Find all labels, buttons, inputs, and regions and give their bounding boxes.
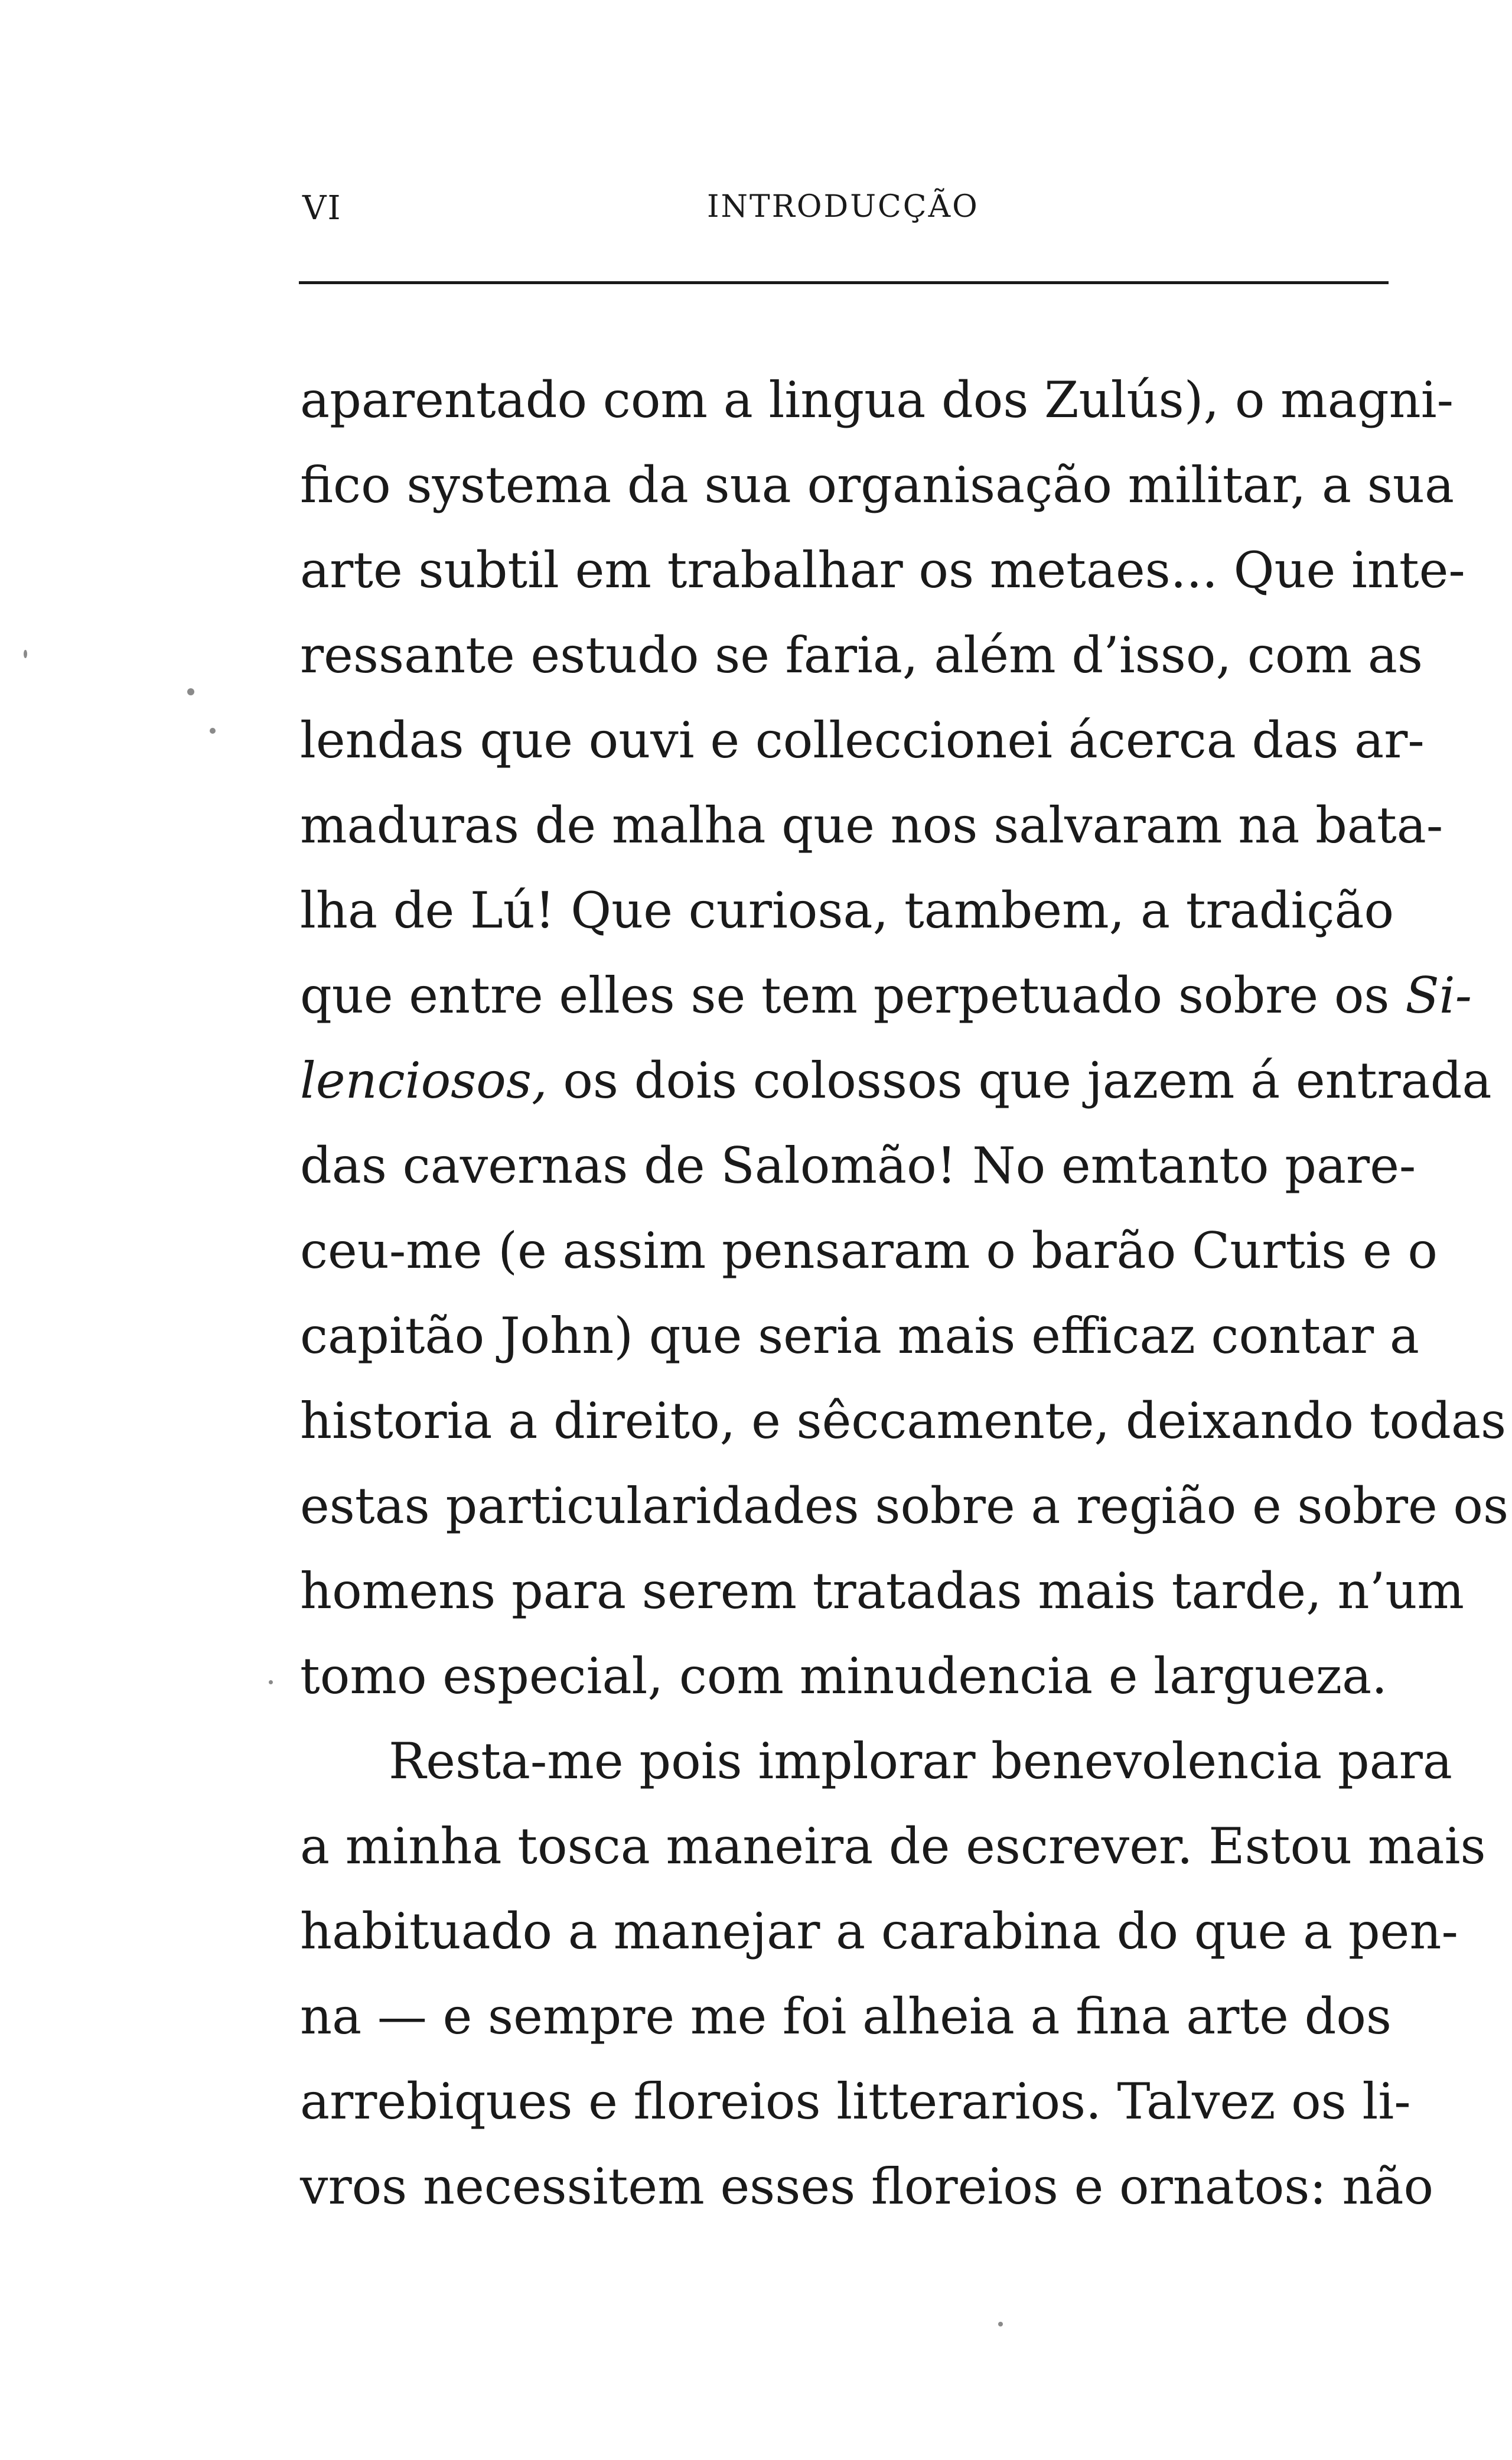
text-line: das cavernas de Salomão! No emtanto pare- (300, 1137, 1416, 1195)
scan-speck (998, 2322, 1003, 2326)
text-run: que entre elles se tem perpetuado sobre os (300, 967, 1406, 1024)
italic-word: Si- (1405, 967, 1472, 1024)
scan-speck (210, 728, 216, 734)
text-line: historia a direito, e sêccamente, deixando todas (300, 1392, 1507, 1450)
text-line (300, 953, 1472, 1038)
text-line: habituado a manejar a carabina do que a pen- (300, 1902, 1458, 1960)
scan-speck (187, 688, 194, 695)
text-line: capitão John) que seria mais efficaz contar a (300, 1307, 1419, 1365)
running-head (302, 189, 1386, 242)
body-text (300, 357, 1509, 2229)
text-line: lha de Lú! Que curiosa, tambem, a tradição (300, 881, 1394, 939)
scan-speck (269, 1680, 273, 1684)
text-line: maduras de malha que nos salvaram na bata- (300, 796, 1443, 854)
text-line: aparentado com a lingua dos Zulús), o magni- (300, 371, 1454, 429)
text-line: a minha tosca maneira de escrever. Estou mais (300, 1817, 1486, 1875)
text-line: ceu-me (e assim pensaram o barão Curtis e o (300, 1222, 1438, 1280)
text-line: tomo especial, com minudencia e largueza. (300, 1647, 1387, 1705)
text-line: lendas que ouvi e colleccionei ácerca das ar- (300, 711, 1425, 769)
scan-speck (24, 650, 27, 658)
running-title: INTRODUCÇÃO (707, 189, 979, 224)
text-line: arrebiques e floreios litterarios. Talvez os li- (300, 2072, 1411, 2130)
text-line: fico systema da sua organisação militar, a sua (300, 456, 1455, 514)
text-line: Resta-me pois implorar benevolencia para (389, 1732, 1452, 1790)
page-number: VI (302, 189, 342, 227)
text-line: estas particularidades sobre a região e sobre os (300, 1477, 1509, 1535)
text-run: os dois colossos que jazem á entrada (547, 1052, 1492, 1109)
text-line: ressante estudo se faria, além d’isso, com as (300, 626, 1423, 684)
header-rule (299, 281, 1389, 284)
text-line (300, 1038, 1492, 1123)
text-line: arte subtil em trabalhar os metaes... Que inte- (300, 541, 1465, 599)
text-line: homens para serem tratadas mais tarde, n’um (300, 1562, 1465, 1620)
italic-word: lenciosos, (300, 1052, 548, 1109)
text-line: na — e sempre me foi alheia a fina arte dos (300, 1987, 1392, 2045)
text-line: vros necessitem esses floreios e ornatos: não (300, 2158, 1434, 2215)
